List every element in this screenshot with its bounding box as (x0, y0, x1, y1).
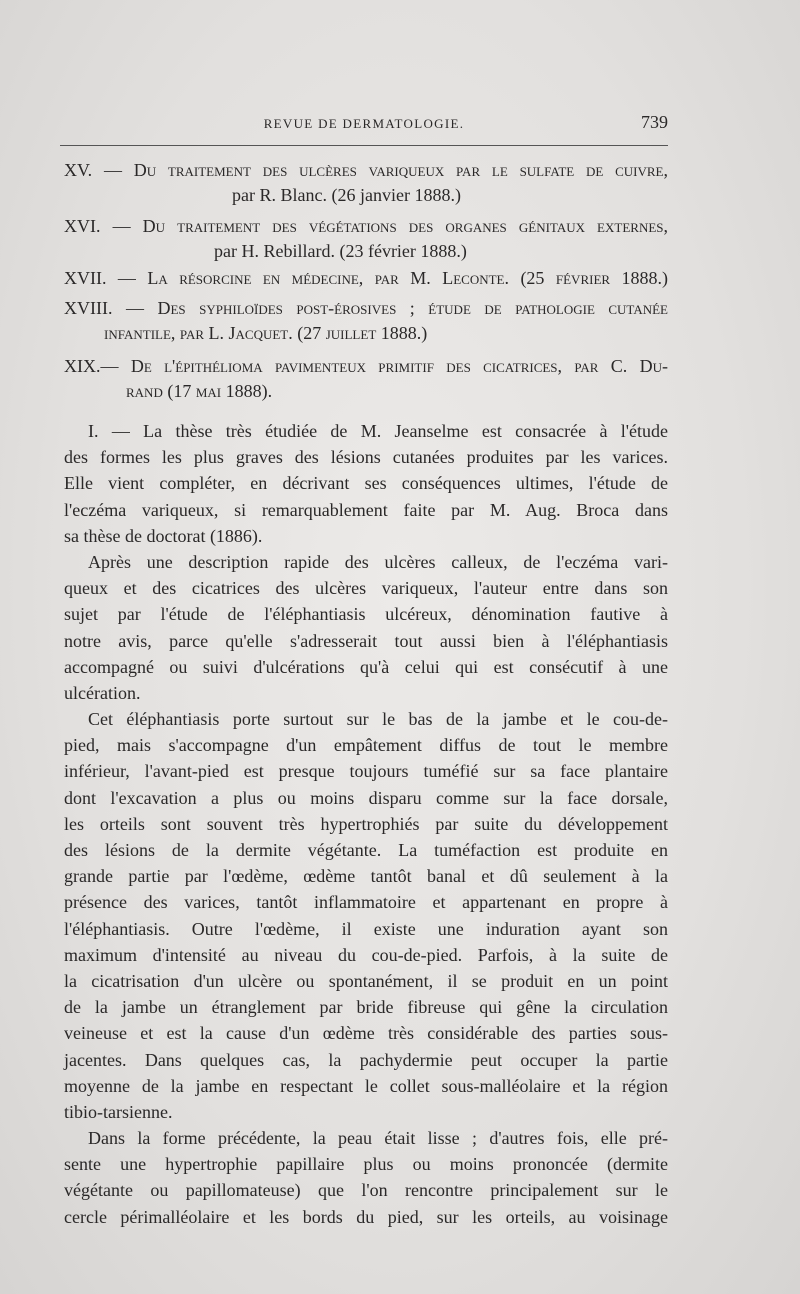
text-line: jacentes. Dans quelques cas, la pachydermie peut occuper la partie (64, 1049, 668, 1070)
text-line: grande partie par l'œdème, œdème tantôt banal et dû seulement à la (64, 866, 668, 887)
text-line: tibio-tarsienne. (64, 1101, 173, 1122)
text-line: les orteils sont souvent très hypertrophiés par suite du développement (64, 813, 668, 834)
text-line: queux et des cicatrices des ulcères variqueux, l'auteur entre dans son (64, 578, 668, 599)
text-line: notre avis, parce qu'elle s'adresserait tout aussi bien à l'éléphantiasis (64, 630, 668, 651)
text-line: ulcération. (64, 682, 141, 703)
text-line: inférieur, l'avant-pied est presque toujours tuméfié sur sa face plantaire (64, 761, 668, 782)
page-number: 739 (641, 112, 668, 132)
text-line: sujet par l'étude de l'éléphantiasis ulcéreux, dénomination fautive à (64, 604, 668, 625)
text-line: Dans la forme précédente, la peau était lisse ; d'autres fois, elle pré- (88, 1128, 668, 1149)
list-line: XVI. — Du traitement des végétations des organes génitaux externes, (64, 216, 669, 236)
text-line: accompagné ou suivi d'ulcérations qu'à celui qui est consécutif à une (64, 656, 668, 677)
text-line: sente une hypertrophie papillaire plus ou moins prononcée (dermite (64, 1154, 668, 1175)
running-header (60, 112, 668, 136)
list-line: XIX.— De l'épithélioma pavimenteux primitif des cicatrices, par C. Du- (64, 356, 668, 376)
list-line: XVII. — La résorcine en médecine, par M. Leconte. (25 février 1888.) (64, 268, 668, 288)
text-line: des lésions de la dermite végétante. La tuméfaction est produite en (64, 840, 668, 860)
text-line: des formes les plus graves des lésions cutanées produites par les varices. (64, 447, 668, 468)
text-line: présence des varices, tantôt inflammatoire et appartenant en propre à (64, 892, 668, 913)
list-item (64, 266, 668, 291)
journal-title: REVUE DE DERMATOLOGIE. (263, 116, 465, 131)
list-item (64, 158, 668, 208)
text-line: I. — La thèse très étudiée de M. Jeanselme est consacrée à l'étude (88, 421, 668, 441)
text-line: moyenne de la jambe en respectant le collet sous-malléolaire et la région (64, 1075, 668, 1096)
text-line: sa thèse de doctorat (1886). (64, 525, 263, 546)
text-line: Cet éléphantiasis porte surtout sur le bas de la jambe et le cou-de- (88, 709, 668, 730)
list-line: par R. Blanc. (26 janvier 1888.) (232, 185, 461, 205)
list-line: XVIII. — Des syphiloïdes post-érosives ; étude de pathologie cutanée (64, 298, 668, 318)
text-line: végétante ou papillomateuse) que l'on rencontre principalement sur le (64, 1180, 668, 1201)
text-line: Après une description rapide des ulcères calleux, de l'eczéma vari- (88, 551, 668, 572)
list-line: rand (17 mai 1888). (126, 381, 273, 401)
text-line: veineuse et est la cause d'un œdème très considérable des parties sous- (64, 1023, 668, 1044)
text-line: pied, mais s'accompagne d'un empâtement diffus de tout le membre (64, 735, 668, 756)
text-line: l'eczéma variqueux, si remarquablement faite par M. Aug. Broca dans (64, 499, 668, 520)
list-line: par H. Rebillard. (23 février 1888.) (214, 241, 467, 261)
list-line: infantile, par L. Jacquet. (27 juillet 1888.) (104, 323, 428, 343)
text-line: dont l'excavation a plus ou moins disparu comme sur la face dorsale, (64, 787, 668, 808)
text-line: maximum d'intensité au niveau du cou-de-pied. Parfois, à la suite de (64, 944, 668, 965)
list-item (64, 214, 668, 264)
text-line: cercle périmalléolaire et les bords du pied, sur les orteils, au voisinage (64, 1206, 668, 1227)
text-line: l'éléphantiasis. Outre l'œdème, il existe une induration ayant son (64, 918, 668, 939)
text-line: Elle vient compléter, en décrivant ses conséquences ultimes, l'étude de (64, 473, 668, 494)
header-rule (60, 145, 668, 146)
body-text (64, 418, 668, 1230)
text-line: la cicatrisation d'un ulcère ou spontanément, il se produit en un point (64, 970, 668, 991)
list-item (64, 296, 668, 346)
list-line: XV. — Du traitement des ulcères variqueux par le sulfate de cuivre, (64, 160, 668, 180)
list-item (64, 354, 668, 404)
text-line: de la jambe un étranglement par bride fibreuse qui gêne la circulation (64, 997, 668, 1018)
